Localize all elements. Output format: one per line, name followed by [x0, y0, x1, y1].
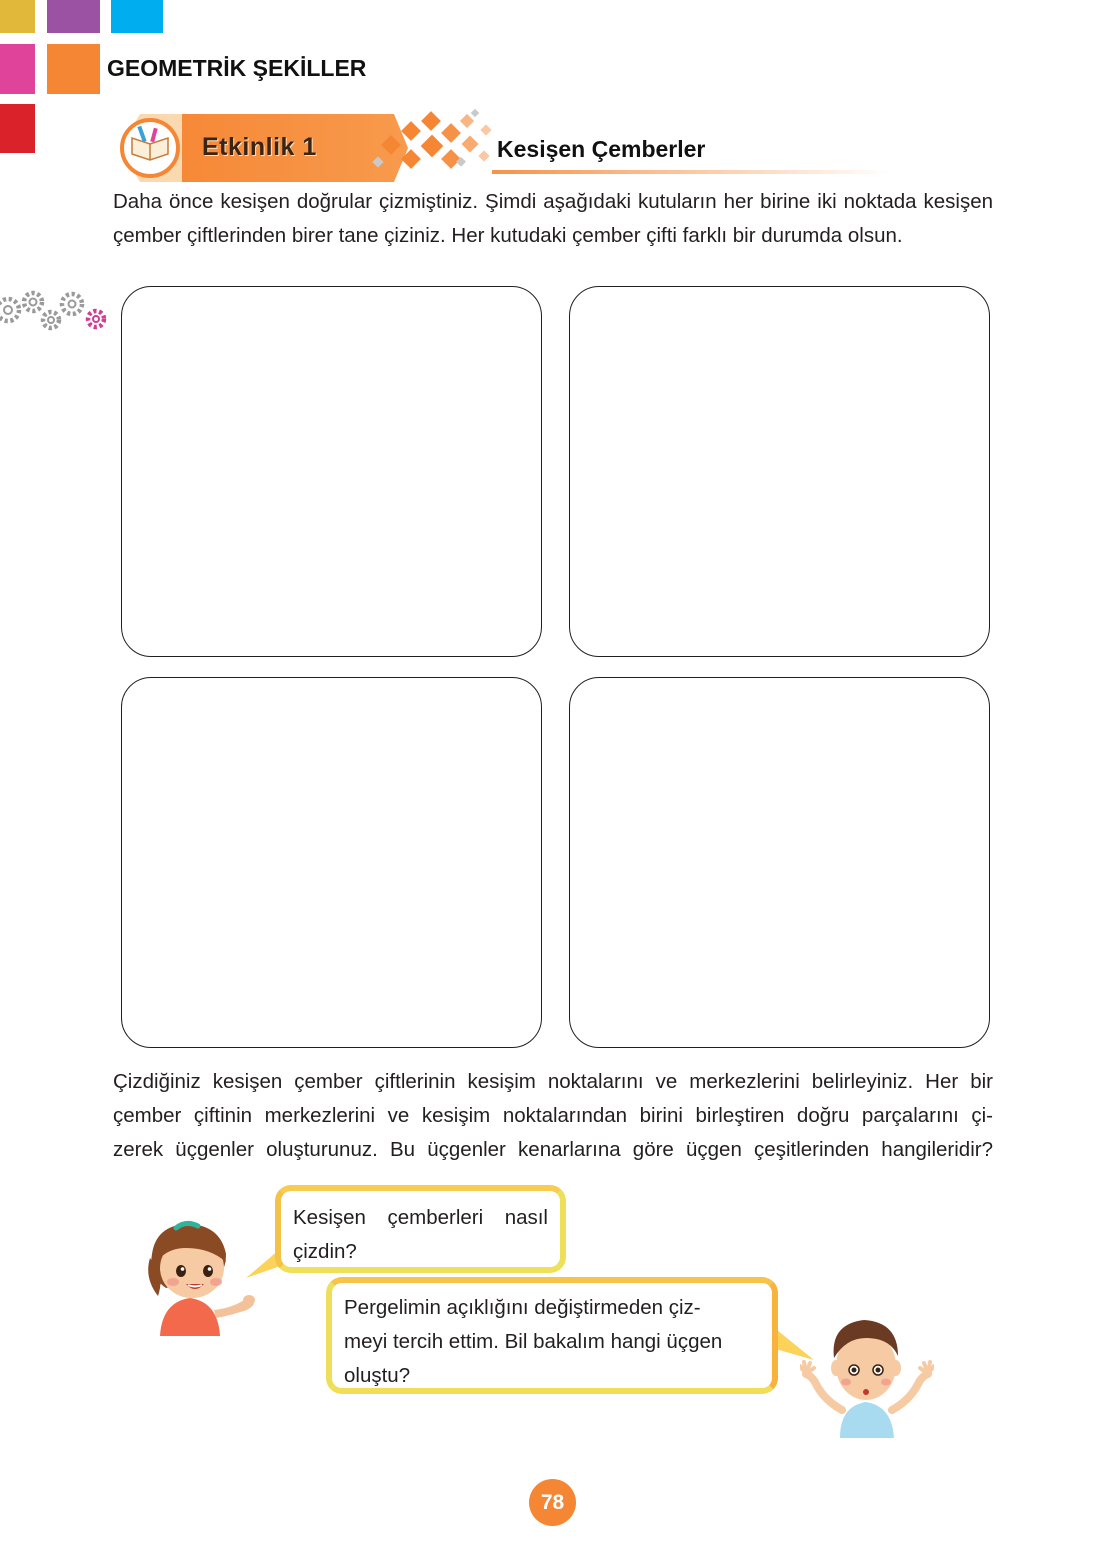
boy-speech-line: oluştu? — [344, 1364, 411, 1387]
activity-label: Etkinlik 1 — [202, 133, 317, 161]
drawing-box-4[interactable] — [569, 677, 990, 1048]
question-line: Çizdiğiniz kesişen çember çiftlerinin kesişim noktalarını ve merkezlerini belirleyiniz. Her bir — [113, 1070, 993, 1093]
drawing-box-3[interactable] — [121, 677, 542, 1048]
drawing-box-2[interactable] — [569, 286, 990, 657]
question-line: zerek üçgenler oluşturunuz. Bu üçgenler kenarlarına göre üçgen çeşitlerinden hangileridir? — [113, 1138, 993, 1161]
boy-speech-bubble — [326, 1277, 778, 1394]
girl-speech-bubble — [275, 1185, 566, 1273]
activity-title: Kesişen Çemberler — [497, 136, 706, 162]
deco-square-yellow — [0, 0, 35, 33]
instructions-text: Daha önce kesişen doğrular çizmiştiniz. Şimdi aşağıdaki kutuların her birine iki noktada kesişen çember çiftlerinden birer tane çiziniz. Her kutudaki çember çifti farklı bir durumda olsun. — [113, 190, 993, 247]
girl-speech-line: Kesişen çemberleri nasıl — [293, 1206, 548, 1229]
girl-speech-line: çizdin? — [293, 1240, 357, 1263]
question-line: çember çiftinin merkezlerini ve kesişim noktalarından birini birleştiren doğru parçalarını çi- — [113, 1104, 993, 1127]
deco-square-orange — [47, 44, 100, 94]
question-text — [113, 1065, 993, 1167]
deco-square-red — [0, 104, 35, 153]
gears-icon — [0, 288, 112, 336]
drawing-box-1[interactable] — [121, 286, 542, 657]
deco-square-blue — [111, 0, 163, 33]
unit-title: GEOMETRİK ŞEKİLLER — [107, 55, 367, 81]
deco-square-pink — [0, 44, 35, 94]
page-number: 78 — [529, 1479, 576, 1526]
deco-square-purple — [47, 0, 100, 33]
girl-illustration — [140, 1218, 260, 1336]
boy-illustration — [800, 1314, 934, 1438]
boy-speech-line: Pergelimin açıklığını değiştirmeden çiz- — [344, 1296, 701, 1319]
boy-speech-line: meyi tercih ettim. Bil bakalım hangi üçgen — [344, 1330, 723, 1353]
